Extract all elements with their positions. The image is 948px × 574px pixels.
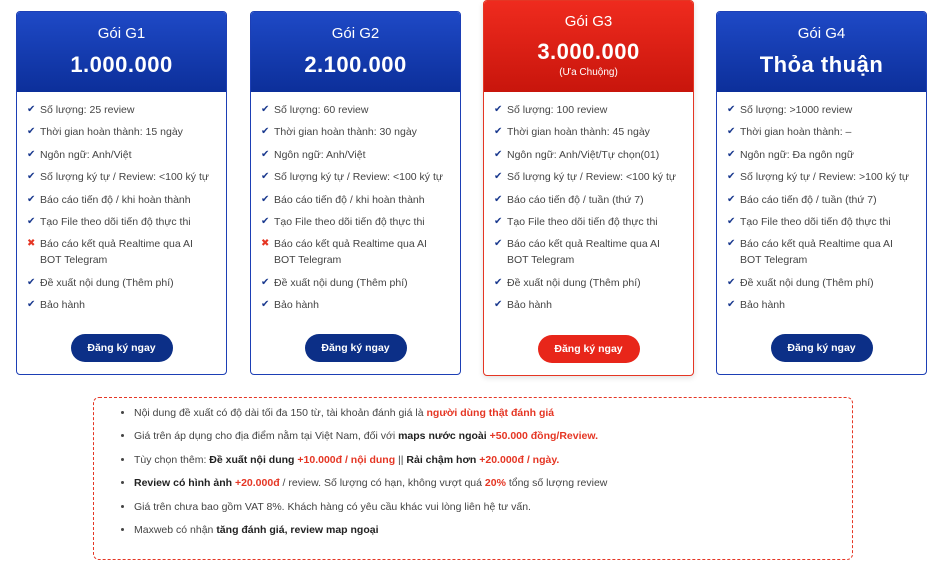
plan-header — [251, 12, 460, 92]
feature-item: ✔ Tạo File theo dõi tiến độ thực thi — [727, 215, 891, 228]
note-item: • Maxweb có nhận tăng đánh giá, review map ngoại — [134, 523, 852, 537]
check-icon: ✔ — [727, 193, 736, 205]
check-icon: ✔ — [261, 126, 270, 138]
plan-header — [717, 12, 926, 92]
check-icon: ✔ — [27, 126, 36, 138]
plan-price: 3.000.000 — [537, 39, 640, 64]
notes-list — [94, 398, 852, 537]
feature-item: ✔ Bảo hành — [494, 299, 552, 312]
feature-item: ✔ Báo cáo tiến độ / tuần (thứ 7) — [494, 193, 644, 206]
feature-item: ✔ Số lượng: 100 review — [494, 104, 608, 116]
feature-item: ✔ Ngôn ngữ: Đa ngôn ngữ — [727, 148, 854, 161]
feature-item: ✔ Báo cáo tiến độ / tuần (thứ 7) — [727, 193, 877, 206]
plan-card-g1 — [16, 11, 227, 375]
feature-item: ✔ Số lượng: >1000 review — [727, 104, 853, 116]
note-item: • Nội dung đề xuất có độ dài tối đa 150 từ, tài khoản đánh giá là người dùng thật đánh giá — [134, 406, 852, 420]
feature-item: ✔ Số lượng ký tự / Review: <100 ký tự — [261, 171, 443, 184]
check-icon: ✔ — [727, 126, 736, 138]
feature-item: ✔ Đề xuất nội dung (Thêm phí) — [261, 276, 408, 289]
notes-box — [93, 397, 853, 560]
note-item: • Review có hình ảnh +20.000đ / review. Số lượng có hạn, không vượt quá 20% tổng số lượng review — [134, 476, 852, 490]
feature-item: ✔ Tạo File theo dõi tiến độ thực thi — [27, 215, 191, 228]
check-icon: ✔ — [494, 299, 503, 311]
feature-item: ✔ Báo cáo tiến độ / khi hoàn thành — [261, 193, 425, 206]
feature-item: ✔ Bảo hành — [261, 299, 319, 312]
register-button[interactable]: Đăng ký ngay — [305, 334, 407, 362]
feature-item: ✔ Số lượng ký tự / Review: >100 ký tự — [727, 171, 909, 184]
feature-list — [251, 92, 460, 313]
cross-icon: ✖ — [261, 238, 270, 250]
feature-item: ✔ Báo cáo tiến độ / khi hoàn thành — [27, 193, 191, 206]
check-icon: ✔ — [27, 215, 36, 227]
plan-card-g4 — [716, 11, 927, 375]
feature-item: ✖ Báo cáo kết quả Realtime qua AI BOT Telegram — [261, 238, 427, 267]
check-icon: ✔ — [494, 171, 503, 183]
feature-item: ✔ Báo cáo kết quả Realtime qua AI BOT Telegram — [494, 238, 660, 267]
check-icon: ✔ — [727, 299, 736, 311]
check-icon: ✔ — [261, 104, 270, 115]
feature-item: ✔ Đề xuất nội dung (Thêm phí) — [494, 276, 641, 289]
plan-price: 1.000.000 — [70, 52, 173, 77]
feature-item: ✔ Thời gian hoàn thành: 30 ngày — [261, 126, 417, 139]
check-icon: ✔ — [727, 104, 736, 115]
check-icon: ✔ — [27, 104, 36, 115]
plan-header — [17, 12, 226, 92]
feature-item: ✔ Bảo hành — [727, 299, 785, 312]
note-item: • Giá trên chưa bao gồm VAT 8%. Khách hàng có yêu cầu khác vui lòng liên hệ tư vấn. — [134, 500, 852, 514]
check-icon: ✔ — [27, 171, 36, 183]
check-icon: ✔ — [727, 148, 736, 160]
check-icon: ✔ — [494, 148, 503, 160]
check-icon: ✔ — [27, 193, 36, 205]
feature-item: ✔ Tạo File theo dõi tiến độ thực thi — [494, 215, 658, 228]
check-icon: ✔ — [27, 276, 36, 288]
plan-name: Gói G4 — [797, 25, 846, 42]
check-icon: ✔ — [494, 238, 503, 250]
plan-card-g2 — [250, 11, 461, 375]
check-icon: ✔ — [727, 171, 736, 183]
plan-card-g3 — [483, 0, 694, 376]
feature-item: ✔ Thời gian hoàn thành: – — [727, 126, 852, 139]
check-icon: ✔ — [261, 299, 270, 311]
check-icon: ✔ — [494, 126, 503, 138]
check-icon: ✔ — [727, 215, 736, 227]
register-button[interactable]: Đăng ký ngay — [538, 335, 640, 363]
note-item: • Giá trên áp dụng cho địa điểm nằm tại Việt Nam, đối với maps nước ngoài +50.000 đồng/Review. — [134, 429, 852, 443]
feature-item: ✔ Đề xuất nội dung (Thêm phí) — [727, 276, 874, 289]
check-icon: ✔ — [27, 299, 36, 311]
check-icon: ✔ — [261, 148, 270, 160]
check-icon: ✔ — [261, 215, 270, 227]
plan-price: Thỏa thuận — [759, 52, 884, 77]
plan-name: Gói G1 — [97, 25, 146, 42]
note-item: • Tùy chọn thêm: Đề xuất nội dung +10.000đ / nội dung || Rải chậm hơn +20.000đ / ngày. — [134, 453, 852, 467]
feature-item: ✔ Số lượng ký tự / Review: <100 ký tự — [27, 171, 209, 184]
plan-subtitle: (Ưa Chuộng) — [559, 67, 618, 78]
feature-item: ✔ Tạo File theo dõi tiến độ thực thi — [261, 215, 425, 228]
check-icon: ✔ — [494, 104, 503, 115]
feature-item: ✔ Đề xuất nội dung (Thêm phí) — [27, 276, 174, 289]
check-icon: ✔ — [261, 193, 270, 205]
feature-item: ✔ Ngôn ngữ: Anh/Việt/Tự chọn(01) — [494, 148, 660, 161]
feature-item: ✔ Thời gian hoàn thành: 15 ngày — [27, 126, 183, 139]
feature-item: ✔ Bảo hành — [27, 299, 85, 312]
plan-name: Gói G3 — [564, 13, 613, 30]
check-icon: ✔ — [494, 193, 503, 205]
check-icon: ✔ — [727, 238, 736, 250]
check-icon: ✔ — [261, 171, 270, 183]
plan-name: Gói G2 — [331, 25, 380, 42]
register-button[interactable]: Đăng ký ngay — [771, 334, 873, 362]
feature-list — [717, 92, 926, 313]
feature-list — [484, 92, 693, 313]
feature-item: ✔ Số lượng ký tự / Review: <100 ký tự — [494, 171, 676, 184]
check-icon: ✔ — [494, 276, 503, 288]
feature-item: ✔ Báo cáo kết quả Realtime qua AI BOT Telegram — [727, 238, 893, 267]
feature-item: ✖ Báo cáo kết quả Realtime qua AI BOT Telegram — [27, 238, 193, 267]
cross-icon: ✖ — [27, 238, 36, 250]
register-button[interactable]: Đăng ký ngay — [71, 334, 173, 362]
feature-item: ✔ Thời gian hoàn thành: 45 ngày — [494, 126, 650, 139]
feature-item: ✔ Số lượng: 60 review — [261, 104, 369, 116]
check-icon: ✔ — [27, 148, 36, 160]
check-icon: ✔ — [494, 215, 503, 227]
feature-list — [17, 92, 226, 313]
feature-item: ✔ Ngôn ngữ: Anh/Việt — [27, 148, 132, 161]
plan-price: 2.100.000 — [304, 52, 407, 77]
check-icon: ✔ — [261, 276, 270, 288]
check-icon: ✔ — [727, 276, 736, 288]
plan-header — [484, 1, 693, 92]
feature-item: ✔ Số lượng: 25 review — [27, 104, 135, 116]
feature-item: ✔ Ngôn ngữ: Anh/Việt — [261, 148, 366, 161]
